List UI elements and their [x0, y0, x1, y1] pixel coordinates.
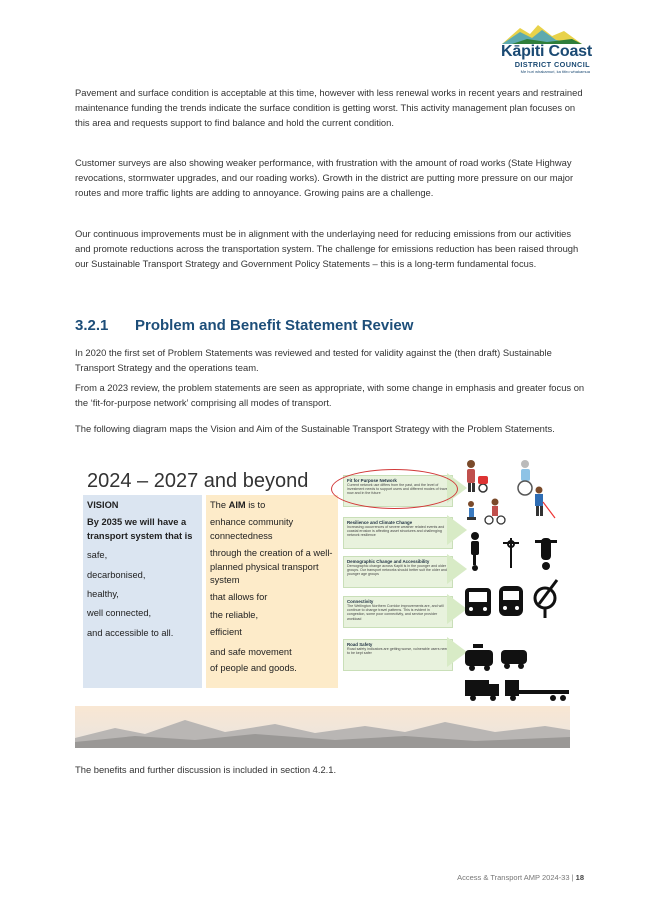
- page-number: 18: [575, 873, 584, 882]
- problem-resilience: [343, 517, 453, 549]
- problem-title: Resilience and Climate Change: [347, 520, 413, 525]
- problem-body: The Wellington Northern Corridor improvements are, and will continue to change travel patterns. This is evident in congestion, some poor connectivity, and service provider workload: [347, 604, 444, 621]
- landscape-illustration: [75, 706, 570, 748]
- family-walking-icon: [467, 460, 488, 492]
- section-title: Problem and Benefit Statement Review: [135, 317, 414, 334]
- aim-line: and safe movement: [210, 646, 292, 657]
- section-heading: [75, 317, 413, 334]
- vision-line: and accessible to all.: [87, 627, 174, 638]
- vision-heading: VISION: [87, 500, 119, 510]
- page-footer: [340, 873, 584, 882]
- aim-line: efficient: [210, 627, 242, 638]
- vision-line: well connected,: [87, 608, 152, 619]
- bicycle-icon: [503, 538, 519, 568]
- diagram-title: 2024 – 2027 and beyond: [87, 470, 309, 492]
- paragraph-customer-surveys: Customer surveys are also showing weaker performance, with frustration with the amount of road works (State Highway revocations, stormwater upgrades, and our roading works). Growth in the district are putting more pressure on our major routes and more traffic lights are adding to annoyance. Growing pains are a challenge.: [75, 157, 574, 199]
- vision-line: By 2035 we will have a transport system that is: [87, 517, 193, 541]
- logo-subtitle: DISTRICT COUNCIL: [514, 60, 590, 69]
- footer-text: Access & Transport AMP 2024-33 |: [457, 873, 576, 882]
- paragraph-2020-review: In 2020 the first set of Problem Statements was reviewed and tested for validity against the (then draft) Sustainable Transport Strategy and the operations team.: [75, 347, 552, 374]
- truck-icon: [465, 680, 499, 701]
- wheelchair-user-icon: [518, 460, 532, 495]
- trailer-truck-icon: [505, 680, 569, 701]
- problem-title: Fit for Purpose Network: [347, 478, 397, 483]
- problem-body: Road safety indicators are getting worse, vulnerable users need to be kept safer: [347, 647, 449, 656]
- bus-icon: [465, 588, 491, 616]
- strategy-diagram: [75, 458, 570, 748]
- problem-connectivity: [343, 596, 453, 628]
- vision-line: healthy,: [87, 589, 119, 600]
- route-pin-icon: [535, 580, 557, 618]
- aim-line: the reliable,: [210, 609, 259, 620]
- problem-body: Increasing occurrences of severe weather related events and coastal erosion is affecting asset structures and challenging network resilience: [347, 525, 445, 538]
- problem-body: Current network use differs from the past, and the level of investment needs to support users and different modes of travel now and in the future: [347, 483, 449, 496]
- vision-line: safe,: [87, 550, 108, 561]
- aim-heading: The AIM is to: [210, 500, 266, 510]
- logo-name: Kāpiti Coast: [501, 43, 592, 60]
- motorbike-icon: [535, 538, 557, 570]
- paragraph-diagram-intro: The following diagram maps the Vision and Aim of the Sustainable Transport Strategy with the Problem Statements.: [75, 423, 555, 434]
- problem-road-safety: [343, 639, 453, 671]
- vision-line: decarbonised,: [87, 569, 146, 580]
- aim-line: enhance community connectedness: [210, 517, 294, 541]
- paragraph-benefits: The benefits and further discussion is included in section 4.2.1.: [75, 764, 337, 775]
- logo-tagline: Me huri whakamuri, ka titiro whakamua: [520, 69, 590, 74]
- aim-line: that allows for: [210, 592, 268, 603]
- section-number: 3.2.1: [75, 317, 109, 334]
- cyclist-icon: [467, 499, 505, 525]
- transport-icons: [463, 458, 570, 748]
- car-icon: [501, 650, 527, 669]
- problem-title: Demographic Change and Accessibility: [347, 559, 430, 564]
- aim-box: [206, 495, 338, 688]
- vision-box: [83, 495, 202, 688]
- problem-title: Road Safety: [347, 642, 373, 647]
- scooter-rider-icon: [471, 532, 479, 571]
- problem-demographic: [343, 556, 453, 588]
- paragraph-emissions: Our continuous improvements must be in alignment with the underlaying need for reducing emissions from our activities and promote reductions across the transportation system. The challenge for emissions reduction has been raised through our Sustainable Transport Strategy and Government Policy Statements – this is a long-term fundamental focus.: [75, 228, 579, 270]
- council-logo: [472, 22, 592, 78]
- highlight-ellipse: [331, 469, 458, 509]
- train-icon: [499, 586, 523, 616]
- blind-pedestrian-icon: [535, 487, 555, 519]
- aim-line: through the creation of a well-planned physical transport system: [210, 548, 333, 586]
- problem-body: Demographic change across Kapiti is in the younger and older groups. Our transport networks should better suit the older and younger age groups: [347, 564, 447, 577]
- taxi-icon: [465, 644, 493, 671]
- paragraph-pavement: Pavement and surface condition is acceptable at this time, however with less renewal works in recent years and restrained maintenance funding the trends indicate the surface condition is getting worst. This activity management plan focuses on this area and requests support to find balance and hold the current condition.: [75, 87, 583, 129]
- paragraph-2023-review: From a 2023 review, the problem statements are seen as appropriate, with some change in emphasis and greater focus on the ‘fit-for-purpose network’ comprising all modes of transport.: [75, 382, 585, 409]
- aim-line: of people and goods.: [210, 663, 297, 674]
- problem-title: Connectivity: [347, 599, 374, 604]
